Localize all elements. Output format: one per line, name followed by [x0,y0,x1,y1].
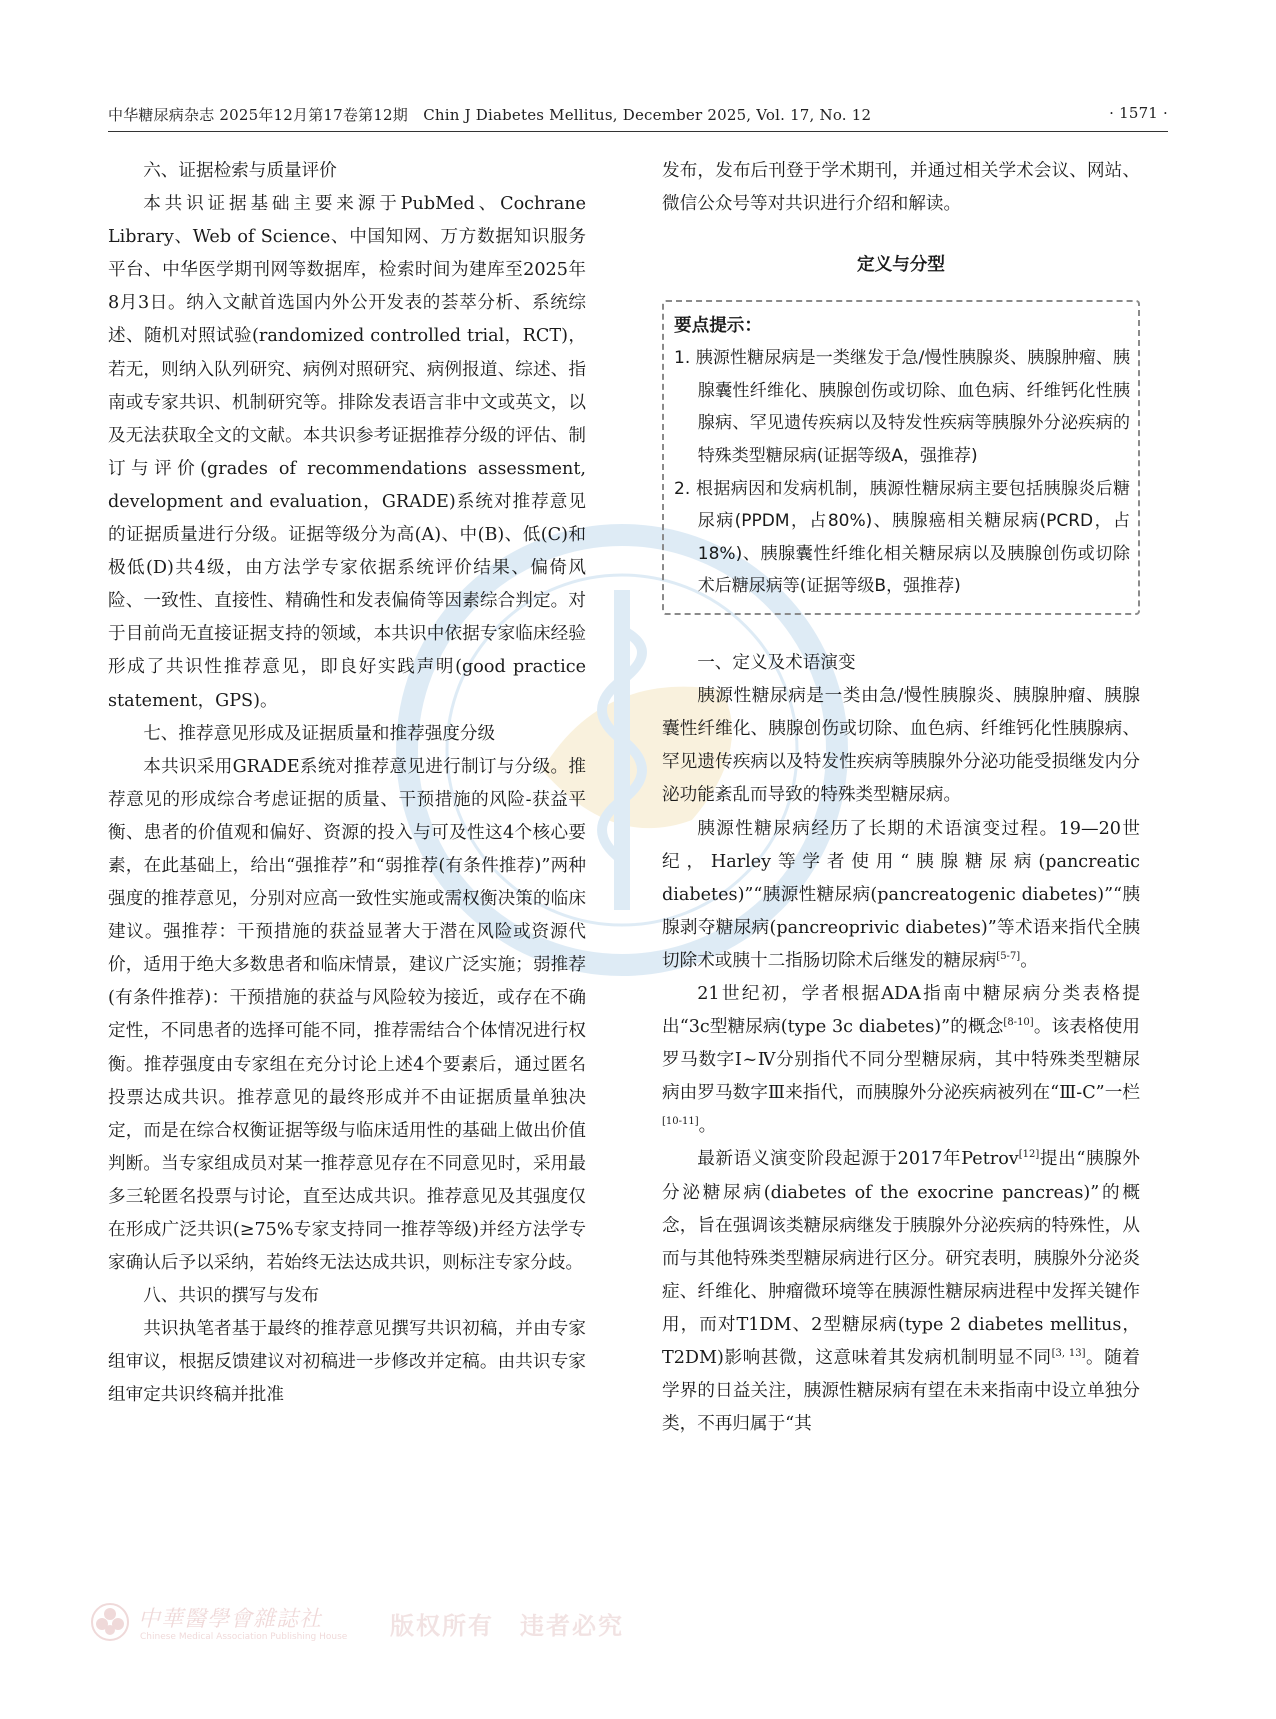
right-column [662,155,1140,1441]
key-points-box [662,300,1140,615]
type3c-text-a: 21世纪初，学者根据ADA指南中糖尿病分类表格提出“3c型糖尿病(type 3c diabetes)”的概念 [662,983,1140,1038]
page-number: · 1571 · [1109,104,1168,122]
subsection-1-heading: 一、定义及术语演变 [697,653,856,674]
exocrine-text-a: 最新语义演变阶段起源于2017年Petrov [697,1149,1019,1170]
key-point-1: 1. 胰源性糖尿病是一类继发于急/慢性胰腺炎、胰腺肿瘤、胰腺囊性纤维化、胰腺创伤或切除、血色病、纤维钙化性胰腺病、罕见遗传疾病以及特发性疾病等胰腺外分泌疾病的特殊类型糖尿病(证据等级A，强推荐) [674,348,1130,467]
sentence-end: 。 [1020,950,1038,971]
citation-ref: [5-7] [996,951,1021,963]
section-8-heading: 八、共识的撰写与发布 [143,1286,320,1307]
definition-paragraph: 胰源性糖尿病是一类由急/慢性胰腺炎、胰腺肿瘤、胰腺囊性纤维化、胰腺创伤或切除、血色病、纤维钙化性胰腺病、罕见遗传疾病以及特发性疾病等胰腺外分泌功能受损继发内分泌功能紊乱而导致的特殊类型糖尿病。 [662,686,1140,806]
copyright-slogan: 版权所有 违者必究 [390,1612,624,1640]
flower-seal-icon [90,1602,130,1642]
citation-ref: [12] [1018,1149,1040,1161]
key-point-2: 2. 根据病因和发病机制，胰源性糖尿病主要包括胰腺炎后糖尿病(PPDM，占80%)、胰腺癌相关糖尿病(PCRD，占18%)、胰腺囊性纤维化相关糖尿病以及胰腺创伤或切除术后糖尿病等(证据等级B，强推荐) [674,478,1130,597]
section-6-paragraph: 本共识证据基础主要来源于PubMed、Cochrane Library、Web of Science、中国知网、万方数据知识服务平台、中华医学期刊网等数据库，检索时间为建库至2025年8月3日。纳入文献首选国内外公开发表的荟萃分析、系统综述、随机对照试验(randomized controlled trial，RCT)，若无，则纳入队列研究、病例对照研究、病例报道、综述、指南或专家共识、机制研究等。排除发表语言非中文或英文，以及无法获取全文的文献。本共识参考证据推荐分级的评估、制订与评价(grades of recommendations assessment, development and evaluation，GRADE)系统对推荐意见的证据质量进行分级。证据等级分为高(A)、中(B)、低(C)和极低(D)共4级，由方法学专家依据系统评价结果、偏倚风险、一致性、直接性、精确性和发表偏倚等因素综合判定。对于目前尚无直接证据支持的领域，本共识中依据专家临床经验形成了共识性推荐意见，即良好实践声明(good practice statement，GPS)。 [108,194,586,711]
exocrine-text-c: 。随着学界的日益关注，胰源性糖尿病有望在未来指南中设立单独分类，不再归属于“其 [662,1348,1140,1435]
publisher-name-en: Chinese Medical Association Publishing House [140,1632,348,1642]
exocrine-text-b: 提出“胰腺外分泌糖尿病(diabetes of the exocrine pancreas)”的概念，旨在强调该类糖尿病继发于胰腺外分泌疾病的特殊性，从而与其他特殊类型糖尿病进行区分。研究表明，胰腺外分泌炎症、纤维化、肿瘤微环境等在胰源性糖尿病进程中发挥关键作用，而对T1DM、2型糖尿病(type 2 diabetes mellitus，T2DM)影响甚微，这意味着其发病机制明显不同 [662,1149,1140,1368]
citation-ref: [10-11] [662,1116,699,1128]
citation-ref: [3, 13] [1051,1348,1086,1360]
type3c-paragraph [662,978,1140,1143]
section-title-definition: 定义与分型 [857,255,945,276]
terminology-paragraph [662,813,1140,978]
exocrine-paragraph [662,1143,1140,1441]
publisher-name-cn: 中華醫學會雜誌社 [138,1607,323,1632]
key-points-title: 要点提示： [674,316,762,337]
section-7-paragraph: 本共识采用GRADE系统对推荐意见进行制订与分级。推荐意见的形成综合考虑证据的质量、干预措施的风险-获益平衡、患者的价值观和偏好、资源的投入与可及性这4个核心要素，在此基础上，给出“强推荐”和“弱推荐(有条件推荐)”两种强度的推荐意见，分别对应高一致性实施或需权衡决策的临床建议。强推荐：干预措施的获益显著大于潜在风险或资源代价，适用于绝大多数患者和临床情景，建议广泛实施；弱推荐(有条件推荐)：干预措施的获益与风险较为接近，或存在不确定性，不同患者的选择可能不同，推荐需结合个体情况进行权衡。推荐强度由专家组在充分讨论上述4个要素后，通过匿名投票达成共识。推荐意见的最终形成并不由证据质量单独决定，而是在综合权衡证据等级与临床适用性的基础上做出价值判断。当专家组成员对某一推荐意见存在不同意见时，采用最多三轮匿名投票与讨论，直至达成共识。推荐意见及其强度仅在形成广泛共识(≥75%专家支持同一推荐等级)并经方法学专家确认后予以采纳，若始终无法达成共识，则标注专家分歧。 [108,756,586,1274]
section-6-heading: 六、证据检索与质量评价 [143,161,337,181]
journal-citation: 中华糖尿病杂志 2025年12月第17卷第12期 Chin J Diabetes Mellitus, December 2025, Vol. 17, No. 12 [108,106,872,124]
sentence-end: 。 [698,1116,717,1137]
section-7-heading: 七、推荐意见形成及证据质量和推荐强度分级 [143,723,496,744]
section-8-paragraph: 共识执笔者基于最终的推荐意见撰写共识初稿，并由专家组审议，根据反馈建议对初稿进一步修改并定稿。由共识专家组审定共识终稿并批准 [108,1319,586,1406]
type3c-text-b: 。该表格使用罗马数字Ⅰ~Ⅳ分别指代不同分型糖尿病，其中特殊类型糖尿病由罗马数字Ⅲ来指代，而胰腺外分泌疾病被列在“Ⅲ-C”一栏 [662,1017,1140,1104]
continued-paragraph: 发布，发布后刊登于学术期刊，并通过相关学术会议、网站、微信公众号等对共识进行介绍和解读。 [662,161,1140,215]
header-rule [108,131,1168,132]
citation-ref: [8-10] [1003,1017,1034,1029]
left-column [108,155,586,1413]
terminology-text: 胰源性糖尿病经历了长期的术语演变过程。19—20世纪，Harley等学者使用“胰腺糖尿病(pancreatic diabetes)”“胰源性糖尿病(pancreatogenic diabetes)”“胰腺剥夺糖尿病(pancreoprivic diabetes)”等术语来指代全胰切除术或胰十二指肠切除术后继发的糖尿病 [662,818,1140,971]
